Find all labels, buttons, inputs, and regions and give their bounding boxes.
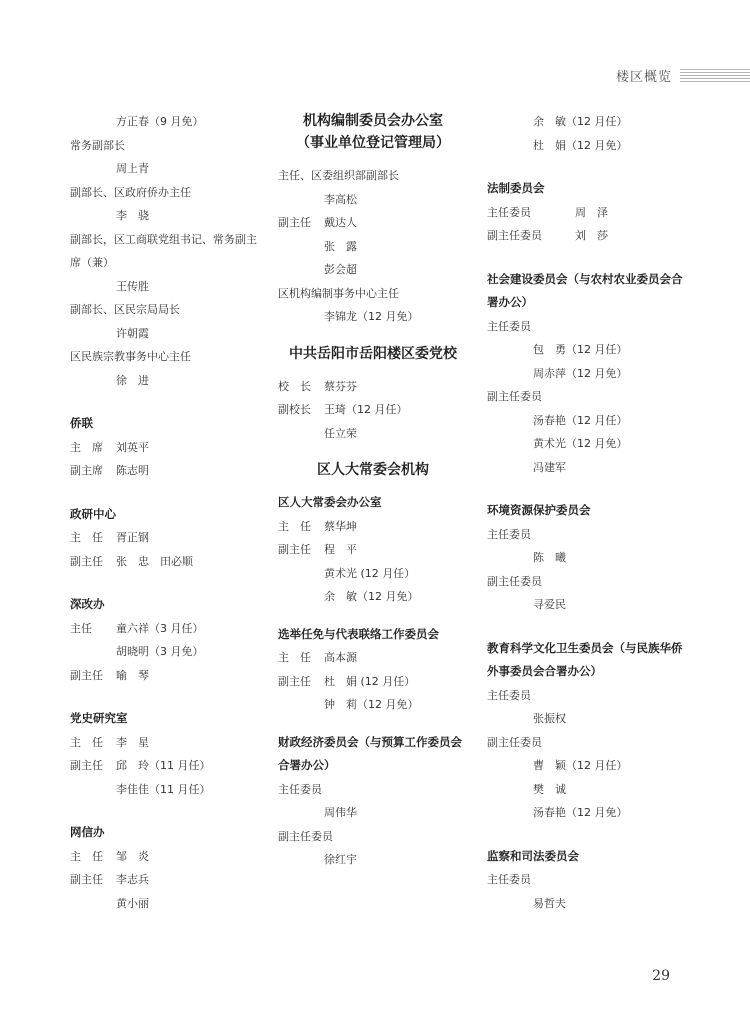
person-name: 张振权 — [533, 712, 566, 725]
section-title: 网信办 — [70, 825, 105, 839]
person-name: 邱 玲（11 月任） — [116, 759, 211, 772]
section-title: 政研中心 — [70, 506, 116, 521]
section-caizheng — [278, 731, 468, 872]
role-label: 校 长 — [278, 379, 311, 393]
section-title: 环境资源保护委员会 — [487, 503, 591, 517]
person-name: 胡晓明（3 月免） — [116, 645, 204, 658]
section-title: 中共岳阳市岳阳楼区委党校 — [289, 345, 457, 362]
person-name: 邹 炎 — [116, 849, 149, 863]
person-name: 黄术光（12 月免） — [533, 437, 628, 450]
role-label: 主 任 — [70, 849, 103, 863]
person-name: 李锦龙（12 月免） — [324, 310, 419, 323]
person-name: 寻爱民 — [533, 598, 566, 611]
person-name: 胥正钢 — [116, 531, 149, 544]
role-label: 副校长 — [278, 403, 311, 416]
role-label: 主任委员 — [487, 527, 531, 541]
column-1 — [70, 110, 260, 915]
role-label: 主任 — [70, 621, 92, 635]
person-name: 陈 曦 — [533, 551, 566, 564]
person-name: 李志兵 — [116, 873, 149, 886]
header-decoration-stripes — [680, 69, 750, 83]
section-title: 党史研究室 — [70, 711, 128, 725]
person-name: 蔡芬芬 — [324, 379, 357, 393]
role-label: 主 任 — [70, 531, 103, 544]
section-jiaoyu — [487, 637, 687, 825]
person-name: 余 敏（12 月任） — [533, 115, 628, 128]
role-label: 副主任委员 — [487, 735, 542, 749]
person-name: 周上青 — [116, 162, 149, 175]
person-name: 曹 颖（12 月任） — [533, 759, 628, 772]
page-header-title: 楼区概览 — [615, 70, 672, 85]
role-label: 主 任 — [70, 735, 103, 749]
col3-top-section — [487, 110, 687, 157]
section-shengai — [70, 593, 260, 687]
person-name: 徐 进 — [116, 373, 149, 387]
role-label: 副主任 — [278, 543, 311, 556]
role-label: 主 席 — [70, 440, 103, 454]
role-label: 副部长、区民宗局局长 — [70, 303, 180, 316]
section-title: 监察和司法委员会 — [487, 848, 579, 863]
role-label: 副主任委员 — [487, 574, 542, 588]
section-xuanju — [278, 623, 468, 717]
person-name: 黄小丽 — [116, 896, 149, 910]
section-title: 选举任免与代表联络工作委员会 — [278, 626, 439, 641]
person-name: 李 骁 — [116, 209, 149, 222]
section-title: 区人大常委会办公室 — [278, 495, 382, 509]
person-name: 戴达人 — [324, 216, 357, 229]
person-name: 周伟华 — [324, 806, 357, 819]
person-name: 冯建军 — [533, 460, 566, 474]
role-label: 副主任委员 — [487, 390, 542, 403]
section-title: 区人大常委会机构 — [317, 462, 429, 478]
role-label: 副主任 — [70, 554, 103, 568]
person-name: 汤春艳（12 月免） — [533, 806, 628, 819]
role-label: 副主任委员 — [278, 829, 333, 843]
person-name: 彭会超 — [324, 263, 357, 276]
role-label: 副主任 — [70, 873, 103, 886]
person-name: 李高松 — [324, 192, 357, 206]
role-label: 副主任委员 — [487, 229, 542, 242]
section-qiaolian — [70, 412, 260, 483]
person-name: 童六祥（3 月任） — [116, 621, 204, 635]
list-item: 方正春（9 月免） — [116, 115, 204, 128]
section-subtitle: （事业单位登记管理局） — [296, 135, 450, 151]
person-name: 周 泽 — [575, 205, 608, 219]
role-label: 主任、区委组织部副部长 — [278, 169, 399, 182]
section-rendaban — [278, 491, 468, 609]
section-shehui — [487, 268, 687, 480]
person-name: 钟 莉（12 月免） — [324, 698, 419, 711]
person-name: 汤春艳（12 月任） — [533, 413, 628, 427]
person-name: 张 露 — [324, 239, 357, 253]
person-name: 徐红宇 — [324, 853, 357, 866]
section-dangshi — [70, 707, 260, 801]
person-name: 许朝霞 — [116, 326, 149, 340]
person-name: 高本源 — [324, 651, 357, 664]
column-3 — [487, 110, 687, 915]
person-name: 任立荣 — [324, 426, 357, 440]
col1-top-section — [70, 110, 260, 392]
role-label: 主任委员 — [487, 205, 531, 219]
person-name: 刘英平 — [116, 440, 149, 454]
person-name: 易哲夫 — [533, 896, 566, 910]
section-fazhi — [487, 177, 687, 248]
section-title: 侨联 — [70, 416, 93, 430]
role-label: 主任委员 — [487, 873, 531, 886]
section-title: 财政经济委员会（与预算工作委员会合署办公） — [278, 734, 462, 772]
role-label: 常务副部长 — [70, 138, 125, 152]
section-title: 机构编制委员会办公室 — [303, 113, 443, 129]
page-number: 29 — [652, 968, 670, 984]
role-label: 主任委员 — [487, 319, 531, 333]
person-name: 包 勇（12 月任） — [533, 343, 628, 356]
section-dangxiao — [278, 343, 468, 446]
section-title: 深改办 — [70, 597, 105, 611]
role-label: 副主任 — [278, 216, 311, 229]
column-2 — [278, 110, 468, 872]
role-label: 主 任 — [278, 651, 311, 664]
person-name: 黄术光 (12 月任） — [324, 566, 416, 580]
person-name: 蔡华坤 — [324, 519, 357, 533]
person-name: 刘 莎 — [575, 229, 608, 242]
section-bianzhi — [278, 110, 468, 329]
person-name: 杜 娟 (12 月任） — [324, 674, 416, 688]
person-name: 余 敏（12 月免） — [324, 590, 419, 603]
person-name: 喻 琴 — [116, 668, 149, 682]
person-name: 王琦（12 月任） — [324, 403, 408, 416]
role-label: 主 任 — [278, 519, 311, 533]
role-label: 主任委员 — [487, 688, 531, 702]
person-name: 杜 娟（12 月免） — [533, 138, 628, 152]
section-zhengyan — [70, 503, 260, 574]
role-label: 副主席 — [70, 464, 103, 477]
person-name: 李 星 — [116, 735, 149, 749]
role-label: 区机构编制事务中心主任 — [278, 286, 399, 300]
role-label: 区民族宗教事务中心主任 — [70, 350, 191, 363]
person-name: 程 平 — [324, 543, 357, 556]
person-name: 李佳佳（11 月任） — [116, 782, 211, 796]
section-jiancha — [487, 845, 687, 916]
person-name: 王传胜 — [116, 279, 149, 293]
section-wangxin — [70, 821, 260, 915]
section-huanjing — [487, 499, 687, 617]
person-name: 张 忠 田必顺 — [116, 554, 193, 568]
section-title: 社会建设委员会（与农村农业委员会合署办公） — [487, 271, 683, 309]
role-label: 副部长、区政府侨办主任 — [70, 185, 191, 199]
section-title: 教育科学文化卫生委员会（与民族华侨外事委员会合署办公） — [487, 640, 683, 678]
role-label: 副主任 — [70, 668, 103, 682]
section-title: 法制委员会 — [487, 181, 545, 195]
person-name: 陈志明 — [116, 464, 149, 477]
person-name: 樊 诚 — [533, 782, 566, 796]
role-label: 副主任 — [278, 674, 311, 688]
person-name: 周赤萍（12 月免） — [533, 366, 628, 380]
role-label: 副主任 — [70, 759, 103, 772]
role-label: 主任委员 — [278, 782, 322, 796]
role-label: 副部长，区工商联党组书记、常务副主席（兼） — [70, 232, 257, 269]
